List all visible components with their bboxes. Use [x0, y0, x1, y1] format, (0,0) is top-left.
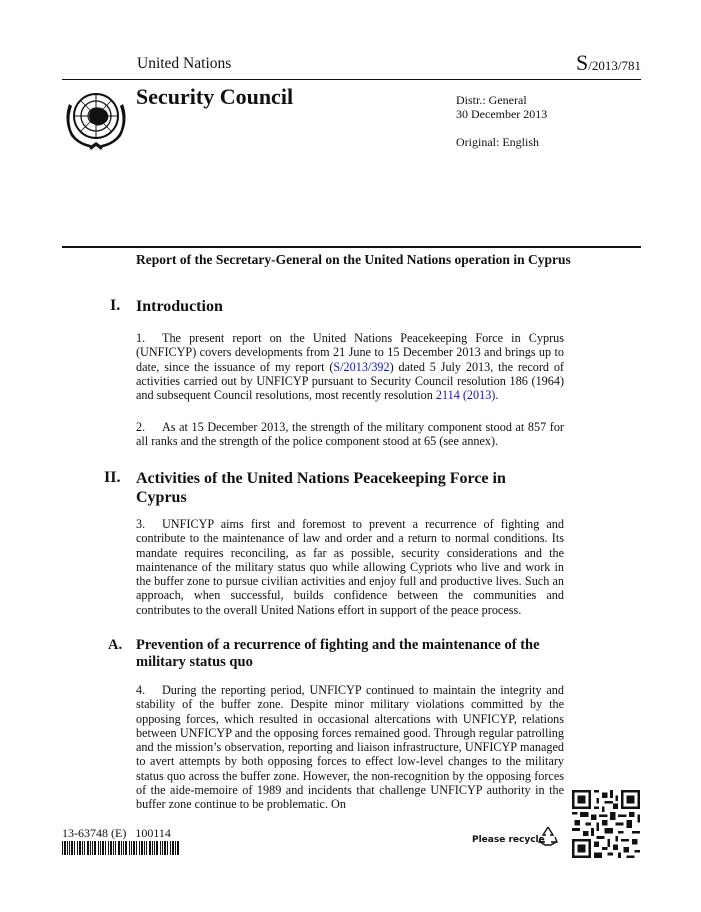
paragraph-text: UNFICYP aims first and foremost to prevent a recurrence of fighting and contribute to the maintenance of law and order and a return to normal conditions. Its mandate requires reconciling, as far as possible, security considerations and the maintenance of the military status quo while allowing Cypriots who live and work in the buffer zone to pursue civilian activities and enjoy full and productive lives. Such an approach, when successful, builds confidence between the communities and contributes to the overall United Nations effort in support of the peace process.	[136, 517, 564, 617]
paragraph-text: ) dated 5 July 2013, the record of activities carried out by UNFICYP pursuant to Security Council resolution 186 (1964) and subsequent Council resolutions, most recently resolution	[136, 359, 564, 403]
organization-name: United Nations	[137, 55, 232, 72]
paragraph-3	[136, 517, 564, 617]
subsection-title: Prevention of a recurrence of fighting and the maintenance of the military status quo	[136, 637, 540, 670]
distribution-block	[456, 93, 547, 121]
original-language: Original: English	[456, 135, 539, 149]
recycle-label: Please recycle	[472, 835, 545, 845]
paragraph-2	[136, 420, 564, 449]
title-rule	[62, 246, 641, 248]
security-council-title: Security Council	[136, 84, 294, 109]
document-date: 30 December 2013	[456, 107, 548, 121]
paragraph-text: The present report on the United Nations Peacekeeping Force in Cyprus (UNFICYP) covers developments from 21 June to 15 December 2013 and brings up to date, since the issuance of my report (	[136, 331, 564, 374]
paragraph-text: During the reporting period, UNFICYP continued to maintain the integrity and stability of the buffer zone. Despite minor military violations committed by the opposing forces, which resulted in occasional altercations with UNFICYP, relations between UNFICYP and the opposing forces remained good. Through regular patrolling and the mission’s observation, reporting and liaison infrastructure, UNFICYP managed to avert attempts by both opposing forces to effect low-level changes to the military status quo across the buffer zone. However, the non-recognition by the opposing forces of the aide-memoire of 1989 and incidents that challenge UNFICYP authority in the buffer zone continue to be problematic. On	[136, 683, 564, 812]
link-resolution-2114[interactable]: 2114 (2013)	[435, 388, 496, 403]
symbol-suffix: /2013/781	[588, 58, 641, 73]
section-number: II.	[104, 469, 121, 486]
paragraph-4	[136, 683, 564, 812]
subsection-letter: A.	[108, 637, 123, 653]
header-rule	[62, 79, 641, 80]
job-number: 13-63748 (E) 100114	[62, 826, 171, 840]
section-number: I.	[110, 297, 121, 314]
section-title: Activities of the United Nations Peacekeeping Force in Cyprus	[136, 470, 506, 506]
document-symbol	[576, 50, 641, 76]
un-emblem-icon	[61, 84, 131, 152]
symbol-prefix: S	[576, 50, 589, 75]
paragraph-number: 4.	[136, 683, 146, 697]
paragraph-number: 3.	[136, 517, 146, 531]
barcode-icon	[62, 841, 180, 855]
paragraph-1	[136, 331, 564, 402]
paragraph-text: As at 15 December 2013, the strength of the military component stood at 857 for all ranks and the strength of the police component stood at 65 (see annex).	[136, 420, 564, 449]
paragraph-text: .	[495, 388, 499, 403]
paragraph-number: 1.	[136, 331, 146, 345]
qr-code-icon	[572, 790, 640, 858]
recycle-icon	[537, 825, 559, 847]
link-s-2013-392[interactable]: S/2013/392	[333, 359, 390, 374]
distribution: Distr.: General	[456, 93, 527, 107]
section-title: Introduction	[136, 298, 223, 315]
paragraph-number: 2.	[136, 420, 146, 434]
report-title: Report of the Secretary-General on the United Nations operation in Cyprus	[136, 252, 571, 267]
